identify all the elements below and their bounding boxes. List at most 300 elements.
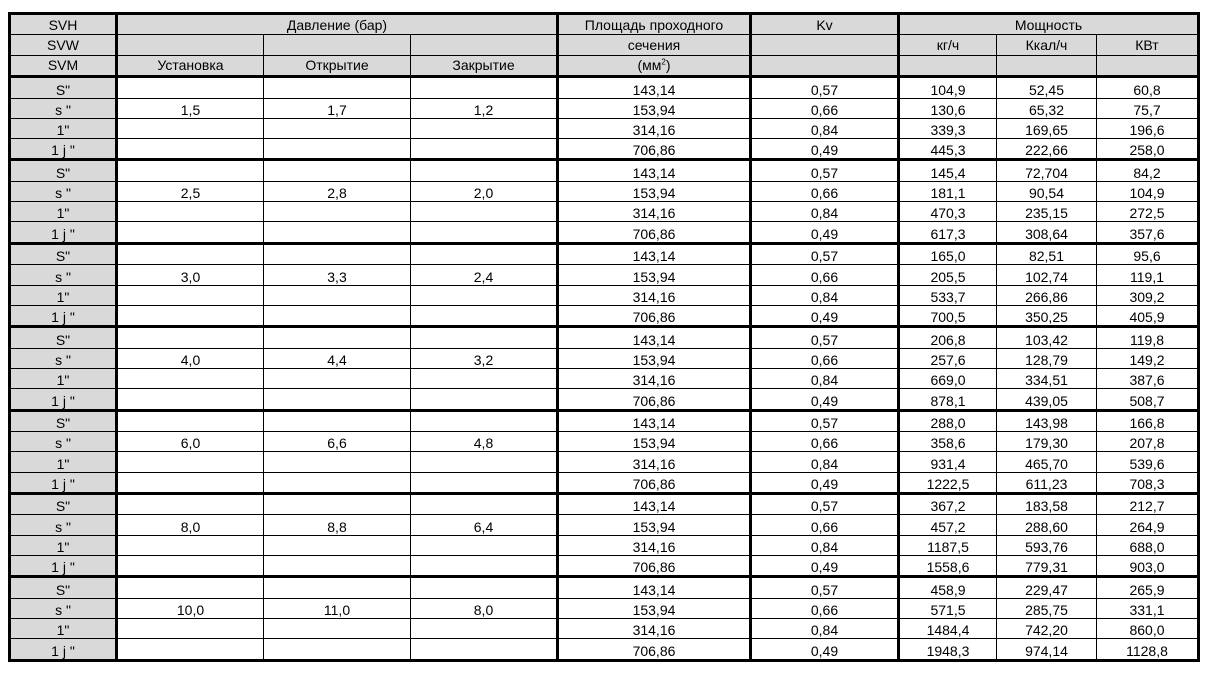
cell-opening [264,368,411,388]
cell-kg-per-hour: 358,6 [899,432,997,452]
header-kv: Kv [751,14,899,35]
cell-kv: 0,57 [751,327,899,348]
cell-closing: 8,0 [411,598,558,618]
area-unit-close: ) [665,57,671,74]
cell-kg-per-hour: 1558,6 [899,555,997,576]
cell-area: 153,94 [558,432,751,452]
cell-closing [411,555,558,576]
cell-opening [264,222,411,243]
table-row [10,327,1199,348]
cell-area: 314,16 [558,619,751,639]
cell-closing [411,452,558,472]
table-row [10,98,1199,118]
cell-kw: 1128,8 [1097,639,1199,661]
cell-opening [264,452,411,472]
cell-opening [264,160,411,181]
cell-setting [117,452,264,472]
cell-setting: 8,0 [117,515,264,535]
table-row [10,181,1199,201]
cell-opening: 8,8 [264,515,411,535]
cell-kg-per-hour: 206,8 [899,327,997,348]
cell-area: 143,14 [558,410,751,431]
cell-kv: 0,57 [751,77,899,98]
header-svh: SVH [10,14,117,35]
cell-kg-per-hour: 571,5 [899,598,997,618]
table-row [10,305,1199,326]
cell-kv: 0,84 [751,619,899,639]
cell-kv: 0,66 [751,265,899,285]
table-row [10,619,1199,639]
cell-area: 314,16 [558,202,751,222]
cell-opening: 4,4 [264,348,411,368]
table-row [10,639,1199,661]
cell-kcal-per-hour: 72,704 [997,160,1097,181]
cell-opening [264,555,411,576]
cell-kg-per-hour: 458,9 [899,577,997,598]
cell-kcal-per-hour: 742,20 [997,619,1097,639]
header-blank [899,55,997,76]
cell-kv: 0,49 [751,222,899,243]
header-area-unit [558,55,751,76]
cell-kcal-per-hour: 611,23 [997,472,1097,493]
cell-kcal-per-hour: 334,51 [997,368,1097,388]
cell-kcal-per-hour: 102,74 [997,265,1097,285]
cell-size: S" [10,410,117,431]
cell-kcal-per-hour: 169,65 [997,118,1097,138]
cell-kv: 0,57 [751,577,899,598]
cell-size: s " [10,432,117,452]
cell-kv: 0,49 [751,555,899,576]
cell-area: 706,86 [558,639,751,661]
cell-size: 1 j " [10,222,117,243]
cell-area: 314,16 [558,535,751,555]
cell-kg-per-hour: 1484,4 [899,619,997,639]
cell-setting: 3,0 [117,265,264,285]
cell-kg-per-hour: 533,7 [899,285,997,305]
cell-closing [411,243,558,264]
cell-area: 314,16 [558,368,751,388]
cell-closing [411,389,558,410]
cell-size: S" [10,577,117,598]
cell-area: 153,94 [558,98,751,118]
table-row [10,555,1199,576]
cell-kcal-per-hour: 266,86 [997,285,1097,305]
cell-kcal-per-hour: 183,58 [997,493,1097,514]
cell-kw: 196,6 [1097,118,1199,138]
header-blank [751,55,899,76]
cell-closing [411,472,558,493]
cell-area: 143,14 [558,327,751,348]
cell-opening [264,639,411,661]
cell-setting [117,77,264,98]
cell-opening [264,389,411,410]
cell-kv: 0,49 [751,139,899,160]
header-blank [117,35,264,55]
cell-closing [411,368,558,388]
cell-kcal-per-hour: 288,60 [997,515,1097,535]
cell-closing [411,619,558,639]
cell-kv: 0,66 [751,98,899,118]
cell-kv: 0,49 [751,305,899,326]
cell-kw: 264,9 [1097,515,1199,535]
table-row [10,348,1199,368]
cell-opening: 3,3 [264,265,411,285]
cell-size: 1 j " [10,139,117,160]
table-row [10,452,1199,472]
cell-kg-per-hour: 931,4 [899,452,997,472]
cell-kg-per-hour: 445,3 [899,139,997,160]
cell-size: s " [10,598,117,618]
cell-kg-per-hour: 669,0 [899,368,997,388]
cell-area: 143,14 [558,160,751,181]
table-row [10,598,1199,618]
cell-kv: 0,57 [751,243,899,264]
cell-opening [264,118,411,138]
cell-closing: 4,8 [411,432,558,452]
cell-area: 706,86 [558,389,751,410]
cell-size: 1 j " [10,639,117,661]
table-row [10,535,1199,555]
header-svm: SVM [10,55,117,76]
cell-kv: 0,84 [751,202,899,222]
cell-area: 153,94 [558,265,751,285]
cell-kw: 84,2 [1097,160,1199,181]
header-blank [997,55,1097,76]
cell-opening [264,285,411,305]
cell-kcal-per-hour: 128,79 [997,348,1097,368]
cell-setting [117,327,264,348]
cell-kv: 0,66 [751,598,899,618]
cell-kw: 309,2 [1097,285,1199,305]
cell-kv: 0,49 [751,472,899,493]
cell-size: 1 j " [10,555,117,576]
cell-setting [117,139,264,160]
cell-opening: 6,6 [264,432,411,452]
cell-setting: 2,5 [117,181,264,201]
cell-area: 153,94 [558,181,751,201]
cell-opening [264,619,411,639]
cell-setting [117,243,264,264]
cell-setting [117,535,264,555]
table-row [10,202,1199,222]
cell-opening [264,139,411,160]
cell-closing [411,410,558,431]
cell-area: 706,86 [558,305,751,326]
header-closing: Закрытие [411,55,558,76]
cell-kv: 0,84 [751,535,899,555]
cell-setting [117,368,264,388]
cell-closing [411,285,558,305]
cell-kcal-per-hour: 439,05 [997,389,1097,410]
cell-kcal-per-hour: 82,51 [997,243,1097,264]
cell-kcal-per-hour: 974,14 [997,639,1097,661]
cell-kcal-per-hour: 465,70 [997,452,1097,472]
table-row [10,432,1199,452]
cell-area: 143,14 [558,243,751,264]
table-row [10,515,1199,535]
header-svw: SVW [10,35,117,55]
cell-size: 1" [10,118,117,138]
cell-kv: 0,57 [751,410,899,431]
cell-closing [411,493,558,514]
cell-closing [411,202,558,222]
cell-closing [411,305,558,326]
cell-kg-per-hour: 367,2 [899,493,997,514]
cell-setting: 1,5 [117,98,264,118]
table-row [10,77,1199,98]
cell-kv: 0,57 [751,493,899,514]
cell-kg-per-hour: 145,4 [899,160,997,181]
cell-kw: 207,8 [1097,432,1199,452]
header-kg-per-hour: кг/ч [899,35,997,55]
cell-size: 1" [10,452,117,472]
cell-setting [117,410,264,431]
cell-opening: 1,7 [264,98,411,118]
cell-kv: 0,84 [751,285,899,305]
cell-size: 1" [10,202,117,222]
cell-kg-per-hour: 181,1 [899,181,997,201]
cell-area: 314,16 [558,118,751,138]
cell-opening [264,410,411,431]
header-power: Мощность [899,14,1199,35]
cell-area: 706,86 [558,222,751,243]
cell-size: s " [10,181,117,201]
cell-kw: 508,7 [1097,389,1199,410]
cell-kw: 119,1 [1097,265,1199,285]
cell-opening: 11,0 [264,598,411,618]
cell-setting [117,619,264,639]
table-row [10,472,1199,493]
cell-closing [411,327,558,348]
cell-setting [117,389,264,410]
cell-closing: 2,0 [411,181,558,201]
cell-opening [264,493,411,514]
cell-kv: 0,84 [751,368,899,388]
cell-kg-per-hour: 1222,5 [899,472,997,493]
cell-kg-per-hour: 617,3 [899,222,997,243]
cell-size: S" [10,160,117,181]
cell-area: 143,14 [558,493,751,514]
cell-kw: 60,8 [1097,77,1199,98]
header-kw: КВт [1097,35,1199,55]
cell-kg-per-hour: 1948,3 [899,639,997,661]
cell-setting: 4,0 [117,348,264,368]
cell-kv: 0,66 [751,515,899,535]
cell-kcal-per-hour: 143,98 [997,410,1097,431]
cell-opening [264,202,411,222]
table-row [10,243,1199,264]
valve-capacity-table [8,12,1200,662]
cell-kcal-per-hour: 65,32 [997,98,1097,118]
cell-kg-per-hour: 878,1 [899,389,997,410]
cell-setting [117,160,264,181]
cell-area: 143,14 [558,577,751,598]
cell-area: 143,14 [558,77,751,98]
cell-setting [117,493,264,514]
cell-kcal-per-hour: 52,45 [997,77,1097,98]
cell-kw: 166,8 [1097,410,1199,431]
cell-opening [264,472,411,493]
cell-kv: 0,49 [751,389,899,410]
table-row [10,265,1199,285]
cell-kw: 212,7 [1097,493,1199,514]
cell-closing [411,160,558,181]
cell-setting [117,472,264,493]
cell-opening [264,327,411,348]
cell-size: 1" [10,535,117,555]
cell-closing [411,139,558,160]
cell-kcal-per-hour: 308,64 [997,222,1097,243]
table-row [10,368,1199,388]
cell-kw: 405,9 [1097,305,1199,326]
cell-setting: 6,0 [117,432,264,452]
cell-kg-per-hour: 130,6 [899,98,997,118]
cell-kcal-per-hour: 179,30 [997,432,1097,452]
table-row [10,493,1199,514]
cell-size: S" [10,77,117,98]
cell-kw: 258,0 [1097,139,1199,160]
cell-size: S" [10,243,117,264]
header-setting: Установка [117,55,264,76]
cell-size: S" [10,493,117,514]
cell-closing [411,118,558,138]
cell-setting [117,285,264,305]
cell-kw: 708,3 [1097,472,1199,493]
header-blank [264,35,411,55]
cell-kg-per-hour: 700,5 [899,305,997,326]
cell-area: 153,94 [558,598,751,618]
cell-size: 1" [10,285,117,305]
header-blank [411,35,558,55]
cell-kg-per-hour: 339,3 [899,118,997,138]
cell-closing: 2,4 [411,265,558,285]
cell-opening [264,577,411,598]
cell-kv: 0,66 [751,348,899,368]
table-row [10,389,1199,410]
cell-kw: 387,6 [1097,368,1199,388]
cell-kcal-per-hour: 90,54 [997,181,1097,201]
cell-area: 153,94 [558,348,751,368]
cell-kw: 860,0 [1097,619,1199,639]
cell-setting [117,202,264,222]
cell-size: s " [10,515,117,535]
cell-opening [264,305,411,326]
table-row [10,285,1199,305]
cell-kw: 539,6 [1097,452,1199,472]
cell-opening: 2,8 [264,181,411,201]
cell-size: s " [10,98,117,118]
cell-kw: 95,6 [1097,243,1199,264]
cell-kv: 0,84 [751,452,899,472]
table-row [10,577,1199,598]
table-row [10,118,1199,138]
cell-closing: 1,2 [411,98,558,118]
cell-setting [117,577,264,598]
cell-kw: 265,9 [1097,577,1199,598]
cell-area: 706,86 [558,472,751,493]
cell-closing [411,222,558,243]
cell-size: 1 j " [10,305,117,326]
cell-kg-per-hour: 470,3 [899,202,997,222]
cell-kw: 75,7 [1097,98,1199,118]
cell-kcal-per-hour: 222,66 [997,139,1097,160]
cell-kw: 149,2 [1097,348,1199,368]
cell-closing: 3,2 [411,348,558,368]
cell-kw: 331,1 [1097,598,1199,618]
cell-size: 1" [10,619,117,639]
cell-kw: 688,0 [1097,535,1199,555]
cell-kg-per-hour: 457,2 [899,515,997,535]
cell-kg-per-hour: 288,0 [899,410,997,431]
table-row [10,160,1199,181]
cell-closing [411,535,558,555]
cell-kw: 903,0 [1097,555,1199,576]
cell-kg-per-hour: 1187,5 [899,535,997,555]
cell-size: S" [10,327,117,348]
header-opening: Открытие [264,55,411,76]
header-area-line2: сечения [558,35,751,55]
cell-size: 1 j " [10,472,117,493]
cell-kw: 119,8 [1097,327,1199,348]
header-pressure: Давление (бар) [117,14,558,35]
table-row [10,222,1199,243]
cell-kg-per-hour: 104,9 [899,77,997,98]
cell-area: 314,16 [558,452,751,472]
table-row [10,139,1199,160]
table-row [10,410,1199,431]
cell-area: 153,94 [558,515,751,535]
cell-area: 706,86 [558,555,751,576]
cell-opening [264,77,411,98]
cell-kcal-per-hour: 350,25 [997,305,1097,326]
cell-area: 314,16 [558,285,751,305]
cell-kcal-per-hour: 229,47 [997,577,1097,598]
cell-kv: 0,66 [751,181,899,201]
cell-closing [411,639,558,661]
cell-kcal-per-hour: 593,76 [997,535,1097,555]
cell-kg-per-hour: 257,6 [899,348,997,368]
cell-setting [117,222,264,243]
cell-kv: 0,49 [751,639,899,661]
cell-closing: 6,4 [411,515,558,535]
cell-kw: 104,9 [1097,181,1199,201]
cell-kcal-per-hour: 285,75 [997,598,1097,618]
cell-setting [117,305,264,326]
cell-kcal-per-hour: 235,15 [997,202,1097,222]
header-area: Площадь проходного [558,14,751,35]
cell-closing [411,577,558,598]
cell-kcal-per-hour: 103,42 [997,327,1097,348]
cell-opening [264,535,411,555]
cell-kw: 272,5 [1097,202,1199,222]
cell-kg-per-hour: 165,0 [899,243,997,264]
cell-kv: 0,66 [751,432,899,452]
cell-size: 1" [10,368,117,388]
cell-kw: 357,6 [1097,222,1199,243]
cell-setting [117,118,264,138]
header-blank [751,35,899,55]
cell-kv: 0,84 [751,118,899,138]
cell-kg-per-hour: 205,5 [899,265,997,285]
cell-size: s " [10,265,117,285]
area-unit-exponent: 2 [661,57,666,67]
cell-setting: 10,0 [117,598,264,618]
cell-setting [117,555,264,576]
cell-size: s " [10,348,117,368]
area-unit-text: (мм [637,57,662,74]
cell-kv: 0,57 [751,160,899,181]
cell-setting [117,639,264,661]
